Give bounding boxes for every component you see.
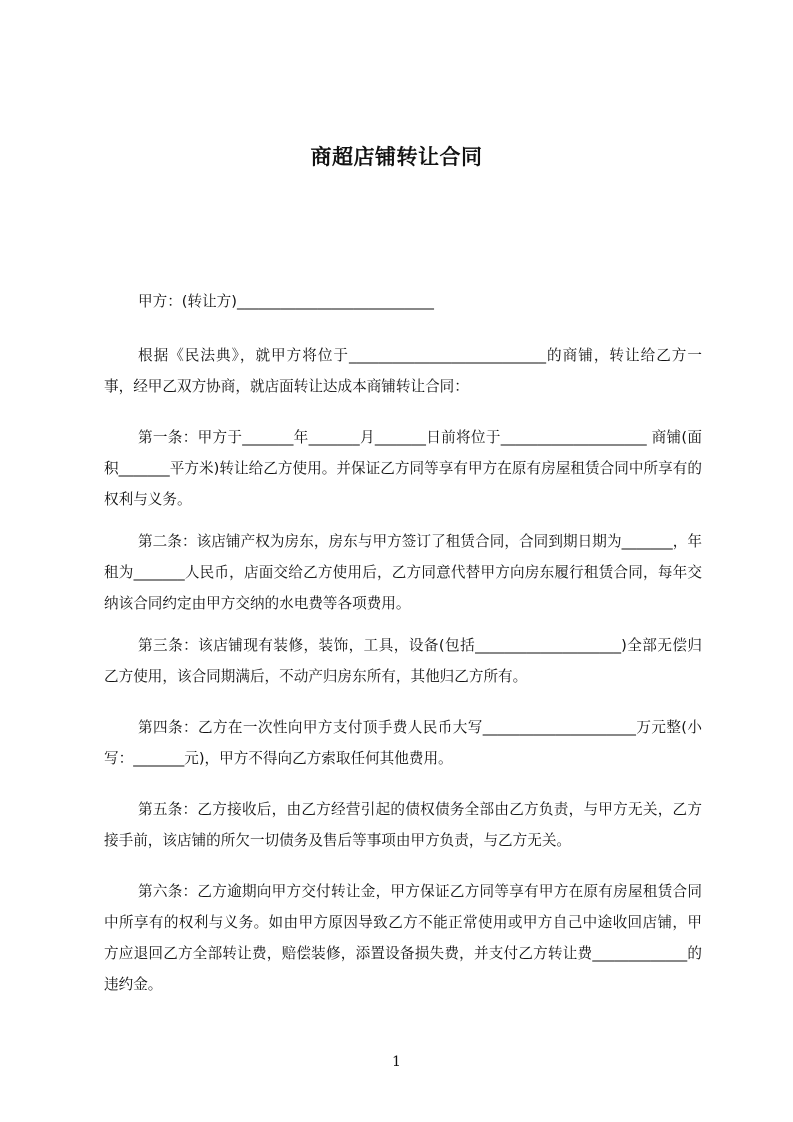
article-3-paragraph: 第三条：该店铺现有装修，装饰，工具，设备(包括____________________)全部无偿归乙方使用，该合同期满后，不动产归房东所有，其他归乙方所有。 bbox=[104, 637, 702, 685]
article-5-paragraph: 第五条：乙方接收后，由乙方经营引起的债权债务全部由乙方负责，与甲方无关，乙方接手前，该店铺的所欠一切债务及售后等事项由甲方负责，与乙方无关。 bbox=[104, 801, 702, 849]
article-2-paragraph: 第二条：该店铺产权为房东，房东与甲方签订了租赁合同，合同到期日期为_______，年租为_______人民币，店面交给乙方使用后，乙方同意代替甲方向房东履行租赁合同，每年交纳该合同约定由甲方交纳的水电费等各项费用。 bbox=[104, 533, 702, 612]
article-4-paragraph: 第四条：乙方在一次性向甲方支付顶手费人民币大写_____________________万元整(小写：_______元)，甲方不得向乙方索取任何其他费用。 bbox=[104, 719, 702, 767]
preamble-paragraph: 根据《民法典》，就甲方将位于___________________________的商铺，转让给乙方一事，经甲乙双方协商，就店面转让达成本商铺转让合同： bbox=[104, 347, 702, 395]
document-title: 商超店铺转让合同 bbox=[310, 145, 483, 169]
page-number: 1 bbox=[392, 1054, 401, 1070]
article-6-paragraph: 第六条：乙方逾期向甲方交付转让金，甲方保证乙方同等享有甲方在原有房屋租赁合同中所享有的权利与义务。如由甲方原因导致乙方不能正常使用或甲方自己中途收回店铺，甲方应退回乙方全部转让费，赔偿装修，添置设备损失费，并支付乙方转让费_____________的违约金。 bbox=[104, 883, 702, 993]
article-1-paragraph: 第一条：甲方于_______年_______月_______日前将位于____________________ 商铺(面积_______平方米)转让给乙方使用。并保证乙方同等享有甲方在原有房屋租赁合同中所享有的权利与义务。 bbox=[104, 429, 702, 508]
party-a-line: 甲方：(转让方)___________________________ bbox=[138, 293, 434, 310]
